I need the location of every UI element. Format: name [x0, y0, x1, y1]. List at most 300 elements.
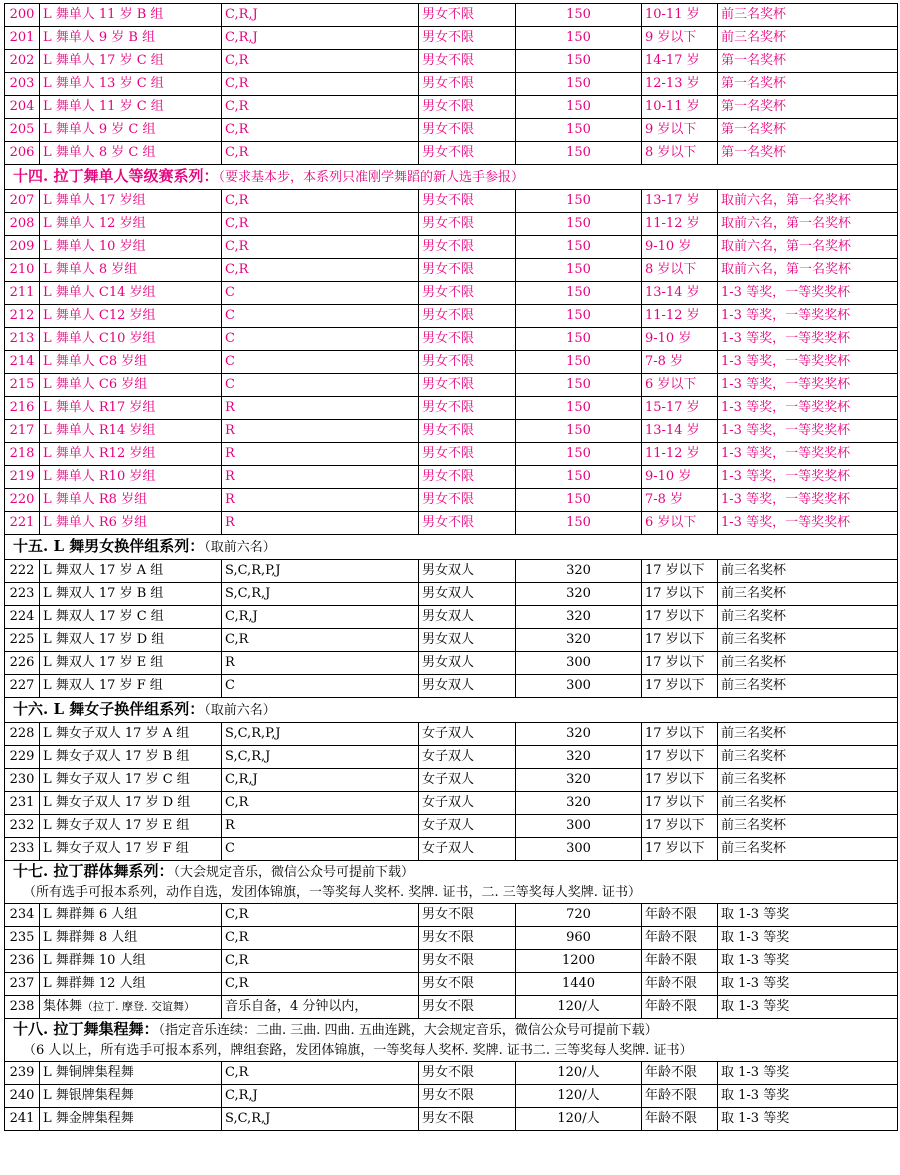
- age-group: 8 岁以下: [642, 259, 718, 282]
- dance-list: C: [222, 328, 419, 351]
- event-name: L 舞双人 17 岁 B 组: [40, 583, 222, 606]
- age-group: 6 岁以下: [642, 374, 718, 397]
- prize-info: 前三名奖杯: [718, 4, 898, 27]
- table-row: [5, 259, 898, 282]
- age-group: 17 岁以下: [642, 838, 718, 861]
- competition-events-table: [4, 3, 898, 1131]
- gender-requirement: 女子双人: [419, 838, 516, 861]
- event-number: 229: [5, 746, 40, 769]
- gender-requirement: 男女双人: [419, 629, 516, 652]
- section-header-row: [5, 698, 898, 723]
- prize-info: 取 1-3 等奖: [718, 904, 898, 927]
- table-row: [5, 236, 898, 259]
- event-name: L 舞单人 R6 岁组: [40, 512, 222, 535]
- gender-requirement: 男女不限: [419, 351, 516, 374]
- age-group: 6 岁以下: [642, 512, 718, 535]
- prize-info: 第一名奖杯: [718, 119, 898, 142]
- event-name-main: 集体舞: [43, 999, 83, 1014]
- entry-fee: 120/人: [516, 1062, 642, 1085]
- entry-fee: 150: [516, 512, 642, 535]
- event-number: 204: [5, 96, 40, 119]
- entry-fee: 300: [516, 652, 642, 675]
- table-row: [5, 629, 898, 652]
- gender-requirement: 男女不限: [419, 420, 516, 443]
- age-group: 17 岁以下: [642, 723, 718, 746]
- age-group: 13-14 岁: [642, 420, 718, 443]
- table-row: [5, 746, 898, 769]
- gender-requirement: 女子双人: [419, 746, 516, 769]
- table-row: [5, 1085, 898, 1108]
- dance-list: C,R: [222, 236, 419, 259]
- event-name: L 舞女子双人 17 岁 B 组: [40, 746, 222, 769]
- gender-requirement: 男女双人: [419, 583, 516, 606]
- table-row: [5, 96, 898, 119]
- prize-info: 第一名奖杯: [718, 73, 898, 96]
- prize-info: 取前六名，第一名奖杯: [718, 213, 898, 236]
- table-row: [5, 190, 898, 213]
- section-note: （要求基本步，本系列只准刚学舞蹈的新人选手参报）: [218, 170, 524, 185]
- dance-list: R: [222, 652, 419, 675]
- section-note: （取前六名）: [204, 703, 276, 718]
- prize-info: 取 1-3 等奖: [718, 1108, 898, 1131]
- entry-fee: 300: [516, 838, 642, 861]
- table-row: [5, 583, 898, 606]
- gender-requirement: 男女不限: [419, 190, 516, 213]
- dance-list: C: [222, 838, 419, 861]
- gender-requirement: 男女双人: [419, 560, 516, 583]
- event-name: L 舞金牌集程舞: [40, 1108, 222, 1131]
- dance-list: C,R: [222, 50, 419, 73]
- event-number: 215: [5, 374, 40, 397]
- event-name: L 舞女子双人 17 岁 D 组: [40, 792, 222, 815]
- table-row: [5, 904, 898, 927]
- entry-fee: 120/人: [516, 1085, 642, 1108]
- event-number: 205: [5, 119, 40, 142]
- age-group: 17 岁以下: [642, 815, 718, 838]
- table-row: [5, 815, 898, 838]
- event-number: 208: [5, 213, 40, 236]
- gender-requirement: 男女不限: [419, 236, 516, 259]
- entry-fee: 150: [516, 305, 642, 328]
- entry-fee: 150: [516, 374, 642, 397]
- prize-info: 1-3 等奖，一等奖奖杯: [718, 443, 898, 466]
- age-group: 17 岁以下: [642, 606, 718, 629]
- event-name: L 舞单人 C6 岁组: [40, 374, 222, 397]
- age-group: 11-12 岁: [642, 213, 718, 236]
- section-title: 十六. L 舞女子换伴组系列：: [13, 700, 205, 718]
- entry-fee: 320: [516, 769, 642, 792]
- entry-fee: 150: [516, 27, 642, 50]
- entry-fee: 150: [516, 282, 642, 305]
- table-row: [5, 560, 898, 583]
- table-row: [5, 1108, 898, 1131]
- entry-fee: 150: [516, 190, 642, 213]
- age-group: 9 岁以下: [642, 119, 718, 142]
- table-row: [5, 489, 898, 512]
- age-group: 17 岁以下: [642, 769, 718, 792]
- dance-list: C,R: [222, 904, 419, 927]
- section-title: 十四. 拉丁舞单人等级赛系列：: [13, 167, 219, 185]
- gender-requirement: 男女不限: [419, 73, 516, 96]
- gender-requirement: 男女不限: [419, 489, 516, 512]
- table-row: [5, 838, 898, 861]
- entry-fee: 150: [516, 236, 642, 259]
- event-number: 209: [5, 236, 40, 259]
- prize-info: 前三名奖杯: [718, 746, 898, 769]
- event-name: L 舞单人 R12 岁组: [40, 443, 222, 466]
- dance-list: C,R: [222, 142, 419, 165]
- dance-list: R: [222, 512, 419, 535]
- event-number: 201: [5, 27, 40, 50]
- event-number: 218: [5, 443, 40, 466]
- prize-info: 取前六名，第一名奖杯: [718, 190, 898, 213]
- section-header: [5, 1019, 898, 1062]
- section-header-row: [5, 861, 898, 904]
- entry-fee: 320: [516, 629, 642, 652]
- age-group: 15-17 岁: [642, 397, 718, 420]
- gender-requirement: 男女不限: [419, 305, 516, 328]
- table-row: [5, 73, 898, 96]
- prize-info: 前三名奖杯: [718, 629, 898, 652]
- gender-requirement: 男女不限: [419, 27, 516, 50]
- dance-list: C,R,J: [222, 769, 419, 792]
- gender-requirement: 男女不限: [419, 119, 516, 142]
- table-row: [5, 4, 898, 27]
- entry-fee: 1200: [516, 950, 642, 973]
- prize-info: 取前六名，第一名奖杯: [718, 259, 898, 282]
- age-group: 9-10 岁: [642, 236, 718, 259]
- event-number: 212: [5, 305, 40, 328]
- event-number: 241: [5, 1108, 40, 1131]
- dance-list: R: [222, 815, 419, 838]
- prize-info: 1-3 等奖，一等奖奖杯: [718, 466, 898, 489]
- age-group: 13-14 岁: [642, 282, 718, 305]
- age-group: 17 岁以下: [642, 652, 718, 675]
- dance-list: C,R: [222, 119, 419, 142]
- table-row: [5, 351, 898, 374]
- table-row: [5, 466, 898, 489]
- prize-info: 1-3 等奖，一等奖奖杯: [718, 305, 898, 328]
- age-group: 10-11 岁: [642, 4, 718, 27]
- prize-info: 前三名奖杯: [718, 815, 898, 838]
- dance-list: C,R: [222, 96, 419, 119]
- gender-requirement: 男女不限: [419, 4, 516, 27]
- dance-list: C,R,J: [222, 4, 419, 27]
- table-row: [5, 282, 898, 305]
- age-group: 17 岁以下: [642, 792, 718, 815]
- section-header: [5, 535, 898, 560]
- event-number: 211: [5, 282, 40, 305]
- event-name: L 舞群舞 6 人组: [40, 904, 222, 927]
- dance-list: C,R: [222, 792, 419, 815]
- prize-info: 取 1-3 等奖: [718, 973, 898, 996]
- event-name: L 舞单人 17 岁 C 组: [40, 50, 222, 73]
- gender-requirement: 男女不限: [419, 1085, 516, 1108]
- gender-requirement: 男女不限: [419, 443, 516, 466]
- event-number: 233: [5, 838, 40, 861]
- table-row: [5, 397, 898, 420]
- entry-fee: 150: [516, 351, 642, 374]
- event-name: L 舞女子双人 17 岁 F 组: [40, 838, 222, 861]
- event-name: L 舞单人 8 岁组: [40, 259, 222, 282]
- entry-fee: 320: [516, 583, 642, 606]
- event-name: L 舞单人 C12 岁组: [40, 305, 222, 328]
- age-group: 8 岁以下: [642, 142, 718, 165]
- table-row: [5, 675, 898, 698]
- age-group: 年龄不限: [642, 904, 718, 927]
- event-number: 237: [5, 973, 40, 996]
- prize-info: 1-3 等奖，一等奖奖杯: [718, 397, 898, 420]
- section-note: （指定音乐连续：二曲. 三曲. 四曲. 五曲连跳，大会规定音乐，微信公众号可提前下载）: [158, 1023, 658, 1038]
- gender-requirement: 男女不限: [419, 973, 516, 996]
- entry-fee: 960: [516, 927, 642, 950]
- age-group: 11-12 岁: [642, 305, 718, 328]
- event-number: 226: [5, 652, 40, 675]
- event-number: 223: [5, 583, 40, 606]
- table-row: [5, 443, 898, 466]
- event-name: L 舞女子双人 17 岁 A 组: [40, 723, 222, 746]
- age-group: 年龄不限: [642, 996, 718, 1019]
- gender-requirement: 男女不限: [419, 397, 516, 420]
- prize-info: 1-3 等奖，一等奖奖杯: [718, 489, 898, 512]
- event-name: L 舞单人 R8 岁组: [40, 489, 222, 512]
- dance-list: C,R: [222, 259, 419, 282]
- event-number: 202: [5, 50, 40, 73]
- entry-fee: 150: [516, 397, 642, 420]
- entry-fee: 150: [516, 50, 642, 73]
- prize-info: 1-3 等奖，一等奖奖杯: [718, 512, 898, 535]
- dance-list: C,R: [222, 190, 419, 213]
- table-row: [5, 1062, 898, 1085]
- entry-fee: 320: [516, 792, 642, 815]
- entry-fee: 300: [516, 815, 642, 838]
- gender-requirement: 男女不限: [419, 142, 516, 165]
- event-name: L 舞单人 C14 岁组: [40, 282, 222, 305]
- entry-fee: 150: [516, 328, 642, 351]
- prize-info: 前三名奖杯: [718, 723, 898, 746]
- section-subnote: （所有选手可报本系列，动作自选，发团体锦旗，一等奖每人奖杯. 奖牌. 证书，二. 三等奖每人奖牌. 证书）: [23, 885, 642, 900]
- prize-info: 取 1-3 等奖: [718, 1085, 898, 1108]
- event-number: 222: [5, 560, 40, 583]
- entry-fee: 120/人: [516, 1108, 642, 1131]
- event-number: 228: [5, 723, 40, 746]
- dance-list: R: [222, 397, 419, 420]
- age-group: 9-10 岁: [642, 328, 718, 351]
- event-name: L 舞单人 R10 岁组: [40, 466, 222, 489]
- prize-info: 第一名奖杯: [718, 96, 898, 119]
- event-number: 221: [5, 512, 40, 535]
- section-note: （取前六名）: [204, 540, 276, 555]
- prize-info: 前三名奖杯: [718, 769, 898, 792]
- prize-info: 第一名奖杯: [718, 50, 898, 73]
- gender-requirement: 男女不限: [419, 512, 516, 535]
- age-group: 13-17 岁: [642, 190, 718, 213]
- gender-requirement: 男女不限: [419, 1062, 516, 1085]
- event-name: L 舞双人 17 岁 E 组: [40, 652, 222, 675]
- event-number: 235: [5, 927, 40, 950]
- section-title: 十八. 拉丁舞集程舞：: [13, 1020, 159, 1038]
- gender-requirement: 男女不限: [419, 96, 516, 119]
- event-number: 240: [5, 1085, 40, 1108]
- prize-info: 前三名奖杯: [718, 838, 898, 861]
- gender-requirement: 男女不限: [419, 996, 516, 1019]
- dance-list: R: [222, 420, 419, 443]
- gender-requirement: 男女双人: [419, 652, 516, 675]
- age-group: 7-8 岁: [642, 489, 718, 512]
- section-title: 十五. L 舞男女换伴组系列：: [13, 537, 205, 555]
- event-number: 213: [5, 328, 40, 351]
- dance-list: 音乐自备，4 分钟以内，: [222, 996, 419, 1019]
- event-name: L 舞单人 12 岁组: [40, 213, 222, 236]
- gender-requirement: 女子双人: [419, 792, 516, 815]
- event-name: L 舞双人 17 岁 F 组: [40, 675, 222, 698]
- table-row: [5, 927, 898, 950]
- entry-fee: 320: [516, 746, 642, 769]
- event-name: L 舞单人 C10 岁组: [40, 328, 222, 351]
- event-name: L 舞单人 11 岁 B 组: [40, 4, 222, 27]
- event-number: 227: [5, 675, 40, 698]
- section-title: 十七. 拉丁群体舞系列：: [13, 862, 174, 880]
- dance-list: S,C,R,J: [222, 746, 419, 769]
- event-name: L 舞双人 17 岁 C 组: [40, 606, 222, 629]
- dance-list: C,R,J: [222, 1085, 419, 1108]
- event-name: L 舞女子双人 17 岁 C 组: [40, 769, 222, 792]
- age-group: 7-8 岁: [642, 351, 718, 374]
- event-number: 239: [5, 1062, 40, 1085]
- prize-info: 前三名奖杯: [718, 560, 898, 583]
- prize-info: 前三名奖杯: [718, 792, 898, 815]
- event-name: L 舞单人 R14 岁组: [40, 420, 222, 443]
- gender-requirement: 男女不限: [419, 1108, 516, 1131]
- event-name: L 舞单人 13 岁 C 组: [40, 73, 222, 96]
- age-group: 9 岁以下: [642, 27, 718, 50]
- dance-list: C,R,J: [222, 606, 419, 629]
- event-number: 217: [5, 420, 40, 443]
- entry-fee: 320: [516, 560, 642, 583]
- table-row: [5, 27, 898, 50]
- age-group: 年龄不限: [642, 927, 718, 950]
- event-name: L 舞单人 17 岁组: [40, 190, 222, 213]
- event-number: 224: [5, 606, 40, 629]
- entry-fee: 120/人: [516, 996, 642, 1019]
- table-row: [5, 50, 898, 73]
- age-group: 10-11 岁: [642, 96, 718, 119]
- event-number: 231: [5, 792, 40, 815]
- gender-requirement: 男女不限: [419, 904, 516, 927]
- gender-requirement: 男女不限: [419, 950, 516, 973]
- gender-requirement: 男女不限: [419, 50, 516, 73]
- event-name: L 舞单人 9 岁 C 组: [40, 119, 222, 142]
- dance-list: C: [222, 305, 419, 328]
- event-name: L 舞单人 10 岁组: [40, 236, 222, 259]
- dance-list: R: [222, 489, 419, 512]
- table-row: [5, 769, 898, 792]
- section-header-row: [5, 535, 898, 560]
- dance-list: C,R: [222, 973, 419, 996]
- entry-fee: 300: [516, 675, 642, 698]
- age-group: 11-12 岁: [642, 443, 718, 466]
- dance-list: C,R: [222, 950, 419, 973]
- entry-fee: 150: [516, 73, 642, 96]
- prize-info: 前三名奖杯: [718, 675, 898, 698]
- dance-list: C: [222, 351, 419, 374]
- age-group: 12-13 岁: [642, 73, 718, 96]
- event-name: L 舞双人 17 岁 A 组: [40, 560, 222, 583]
- dance-list: S,C,R,P,J: [222, 560, 419, 583]
- section-header: [5, 698, 898, 723]
- prize-info: 取 1-3 等奖: [718, 1062, 898, 1085]
- prize-info: 取 1-3 等奖: [718, 950, 898, 973]
- event-number: 219: [5, 466, 40, 489]
- dance-list: C,R: [222, 73, 419, 96]
- dance-list: C: [222, 374, 419, 397]
- dance-list: C,R: [222, 927, 419, 950]
- event-number: 210: [5, 259, 40, 282]
- table-row: [5, 213, 898, 236]
- dance-list: C: [222, 282, 419, 305]
- table-row: [5, 723, 898, 746]
- entry-fee: 720: [516, 904, 642, 927]
- event-name: L 舞单人 8 岁 C 组: [40, 142, 222, 165]
- event-number: 200: [5, 4, 40, 27]
- section-subnote: （6 人以上，所有选手可报本系列，牌组套路，发团体锦旗，一等奖每人奖杯. 奖牌. 证书二. 三等奖每人奖牌. 证书）: [23, 1043, 693, 1058]
- event-number: 214: [5, 351, 40, 374]
- event-name: [40, 996, 222, 1019]
- entry-fee: 320: [516, 606, 642, 629]
- entry-fee: 150: [516, 420, 642, 443]
- table-row: [5, 374, 898, 397]
- age-group: 年龄不限: [642, 1085, 718, 1108]
- event-number: 225: [5, 629, 40, 652]
- event-number: 203: [5, 73, 40, 96]
- event-name: L 舞女子双人 17 岁 E 组: [40, 815, 222, 838]
- age-group: 17 岁以下: [642, 675, 718, 698]
- event-number: 220: [5, 489, 40, 512]
- prize-info: 前三名奖杯: [718, 606, 898, 629]
- prize-info: 前三名奖杯: [718, 583, 898, 606]
- event-number: 207: [5, 190, 40, 213]
- table-body: [5, 4, 898, 1131]
- gender-requirement: 男女不限: [419, 328, 516, 351]
- table-row: [5, 973, 898, 996]
- table-row: [5, 950, 898, 973]
- event-number: 230: [5, 769, 40, 792]
- age-group: 年龄不限: [642, 1108, 718, 1131]
- entry-fee: 150: [516, 213, 642, 236]
- table-row: [5, 792, 898, 815]
- event-number: 232: [5, 815, 40, 838]
- prize-info: 1-3 等奖，一等奖奖杯: [718, 328, 898, 351]
- gender-requirement: 男女不限: [419, 282, 516, 305]
- prize-info: 第一名奖杯: [718, 142, 898, 165]
- age-group: 年龄不限: [642, 950, 718, 973]
- entry-fee: 150: [516, 466, 642, 489]
- age-group: 17 岁以下: [642, 746, 718, 769]
- age-group: 17 岁以下: [642, 583, 718, 606]
- prize-info: 取 1-3 等奖: [718, 996, 898, 1019]
- table-row: [5, 328, 898, 351]
- prize-info: 1-3 等奖，一等奖奖杯: [718, 420, 898, 443]
- event-number: 238: [5, 996, 40, 1019]
- age-group: 年龄不限: [642, 1062, 718, 1085]
- table-row: [5, 652, 898, 675]
- prize-info: 1-3 等奖，一等奖奖杯: [718, 374, 898, 397]
- event-number: 216: [5, 397, 40, 420]
- entry-fee: 150: [516, 119, 642, 142]
- dance-list: C,R: [222, 213, 419, 236]
- gender-requirement: 女子双人: [419, 815, 516, 838]
- section-header-row: [5, 165, 898, 190]
